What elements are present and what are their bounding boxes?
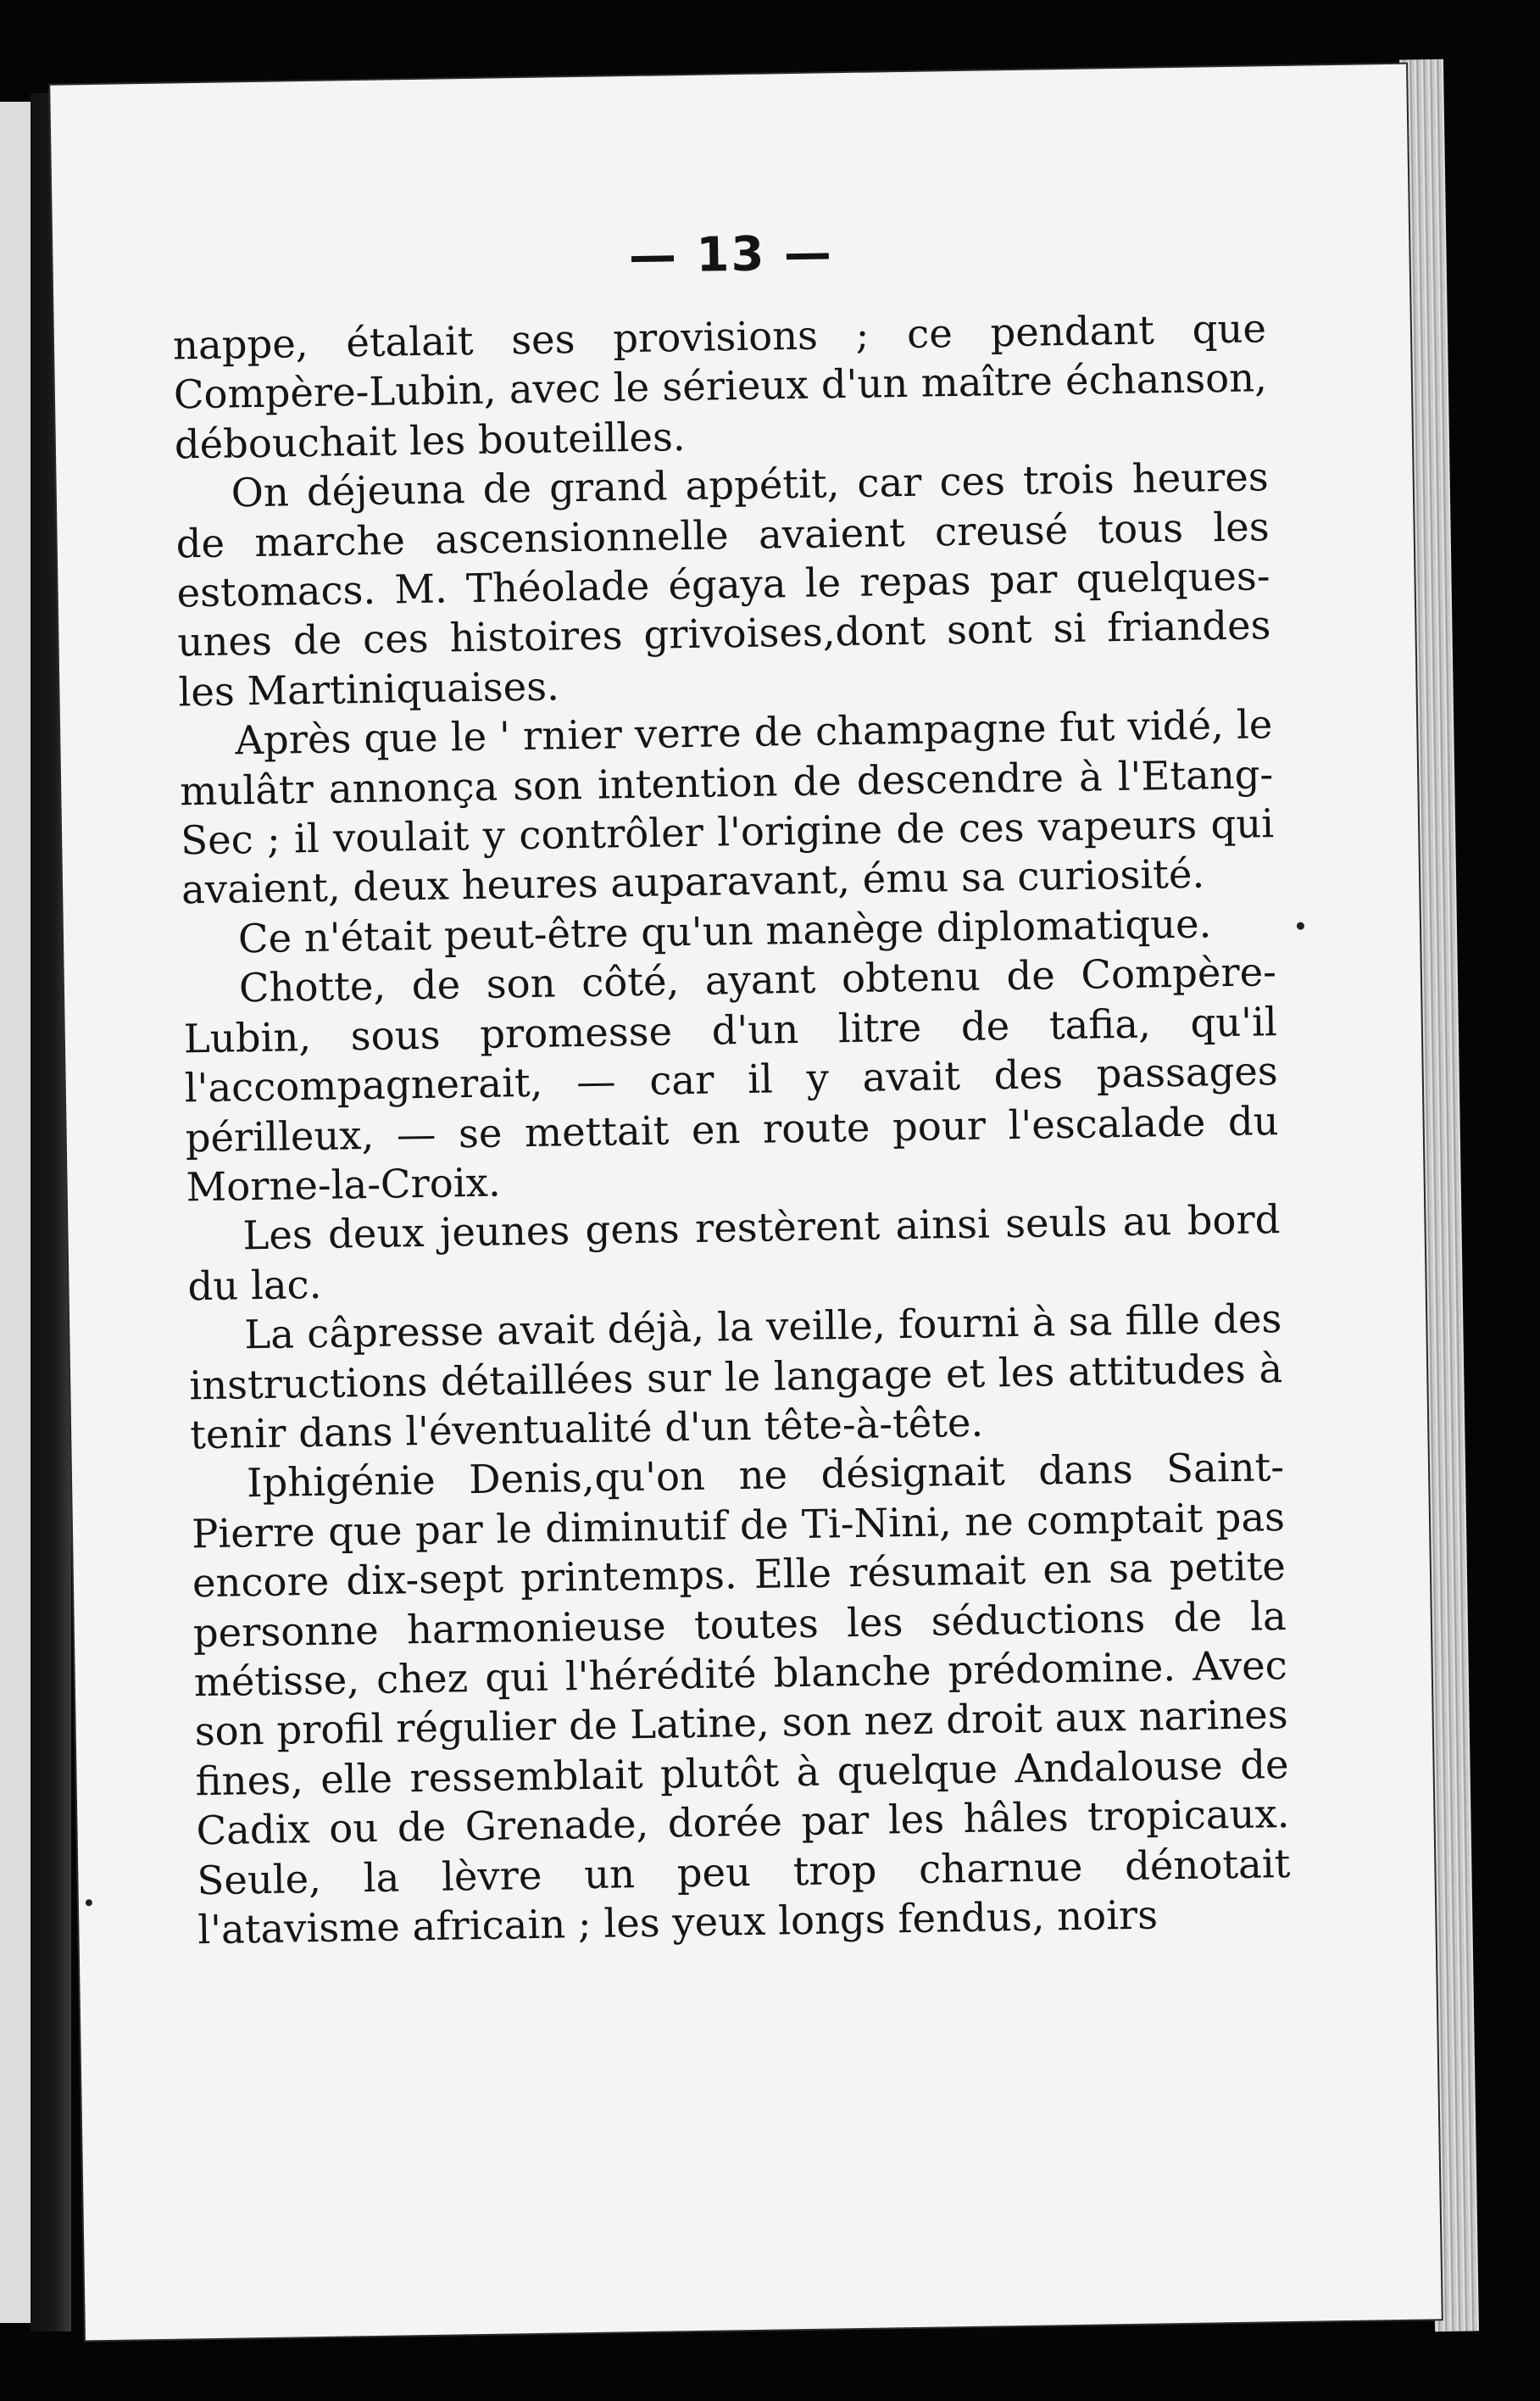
ink-speck — [86, 1899, 92, 1906]
paragraph-8: Iphigénie Denis,qu'on ne désignait dans Saint-Pierre que par le diminutif de Ti-Nini, ne comptait pas encore dix-sept printemps. Elle résumait en sa petite personne harmonieuse toutes les séductions de la métisse, chez qui l'hérédité blanche prédomine. Avec son profil régulier de Latine, son nez droit aux narines fines, elle ressemblait plutôt à quelque Andalouse de Cadix ou de Grenade, dorée par les hâles tropicaux. Seule, la lèvre un peu trop charnue dénotait l'atavisme africain ; les yeux longs fendus, noirs — [191, 1444, 1291, 1953]
ink-speck — [1297, 922, 1304, 930]
paragraph-3: Après que le ' rnier verre de champagne fut vidé, le mulâtr annonça son intention de descendre à l'Etang-Sec ; il voulait y contrôler l'origine de ces vapeurs qui avaient, deux heures auparavant, ému sa curiosité. — [179, 701, 1275, 913]
paragraph-4: Ce n'était peut-être qu'un manège diplomatique. — [237, 900, 1212, 962]
paragraph-1: nappe, étalait ses provisions ; ce pendant que Compère-Lubin, avec le sérieux d'un maître échanson, débouchait les bouteilles. — [172, 305, 1268, 468]
facing-page-edge — [0, 102, 32, 2323]
page-text — [173, 304, 1292, 1954]
paragraph-7: La câpresse avait déjà, la veille, fourni à sa fille des instructions détaillées sur le langage et les attitudes à tenir dans l'éventualité d'un tête-à-tête. — [188, 1295, 1283, 1458]
paragraph-5: Chotte, de son côté, ayant obtenu de Compère-Lubin, sous promesse d'un litre de tafia, qu'il l'accompagnerait, — car il y avait des passages périlleux, — se mettait en route pour l'escalade du Morne-la-Croix. — [183, 949, 1279, 1211]
paragraph-6: Les deux jeunes gens restèrent ainsi seuls au bord du lac. — [187, 1196, 1281, 1310]
page-number: — 13 — — [628, 226, 834, 285]
book-page — [50, 64, 1442, 2341]
paragraph-2: On déjeuna de grand appétit, car ces trois heures de marche ascensionnelle avaient creusé tous les estomacs. M. Théolade égaya le repas par quelques-unes de ces histoires grivoises,dont sont si friandes les Martiniquaises. — [175, 454, 1271, 716]
